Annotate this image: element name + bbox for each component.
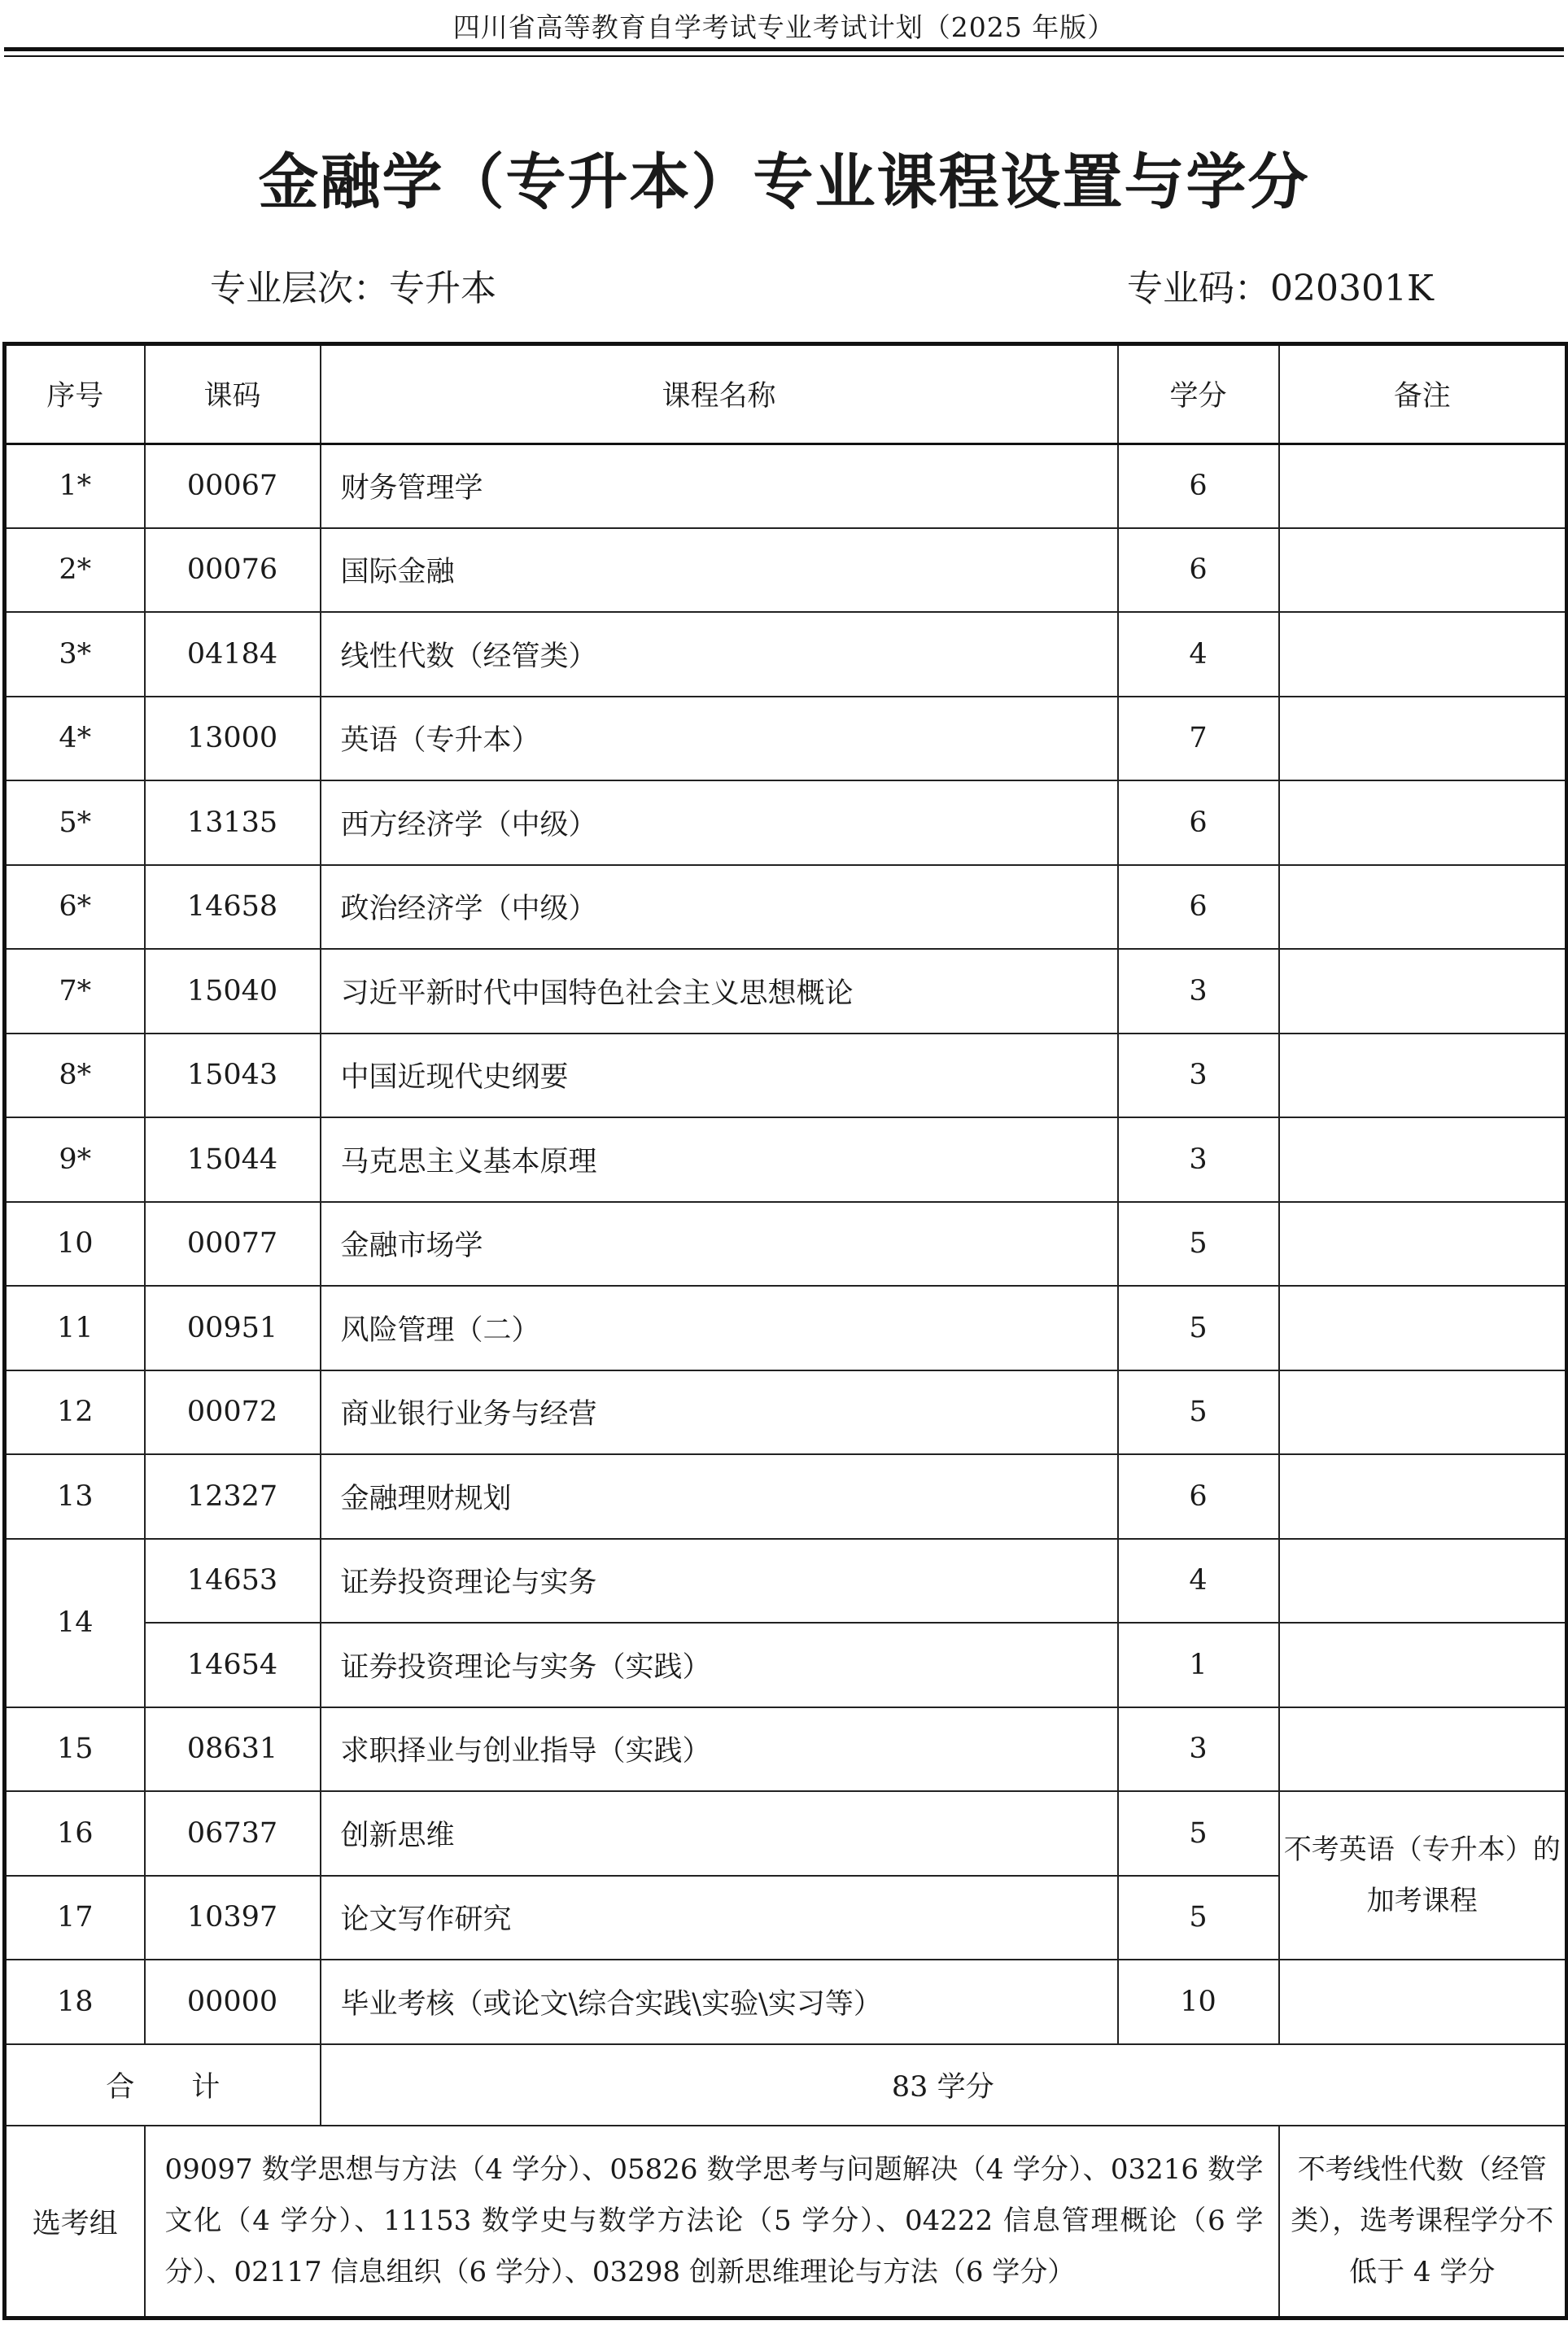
row-seq: 9* — [5, 1117, 145, 1202]
row-note — [1279, 1454, 1567, 1539]
table-row — [5, 528, 1567, 613]
row-seq: 17 — [5, 1876, 145, 1960]
row-credit: 4 — [1118, 612, 1279, 697]
running-header: 四川省高等教育自学考试专业考试计划（2025 年版） — [452, 11, 1116, 43]
row-note — [1279, 1960, 1567, 2044]
row-seq: 1* — [5, 444, 145, 528]
row-name: 英语（专升本） — [321, 697, 1118, 781]
header-rule-thin — [4, 55, 1564, 57]
row-credit: 3 — [1118, 1117, 1279, 1202]
row-name: 论文写作研究 — [321, 1876, 1118, 1960]
table-row — [5, 865, 1567, 950]
table-row — [5, 1960, 1567, 2044]
table-row — [5, 1707, 1567, 1792]
row-name: 证券投资理论与实务（实践） — [321, 1623, 1118, 1707]
total-row — [5, 2044, 1567, 2126]
table-row — [5, 780, 1567, 865]
row-note — [1279, 1117, 1567, 1202]
table-row — [5, 612, 1567, 697]
row-seq: 14 — [5, 1539, 145, 1707]
row-name: 创新思维 — [321, 1791, 1118, 1876]
major-code — [1127, 259, 1434, 311]
header-name: 课程名称 — [321, 344, 1118, 444]
row-seq: 11 — [5, 1286, 145, 1370]
row-seq: 4* — [5, 697, 145, 781]
row-code: 08631 — [145, 1707, 321, 1792]
row-code: 00077 — [145, 1202, 321, 1287]
row-note — [1279, 1623, 1567, 1707]
row-credit: 5 — [1118, 1202, 1279, 1287]
total-label: 合 计 — [5, 2044, 321, 2126]
row-code: 00000 — [145, 1960, 321, 2044]
row-seq: 8* — [5, 1034, 145, 1118]
elective-label: 选考组 — [5, 2126, 145, 2318]
row-code: 06737 — [145, 1791, 321, 1876]
row-name: 西方经济学（中级） — [321, 780, 1118, 865]
row-note — [1279, 697, 1567, 781]
row-note — [1279, 949, 1567, 1034]
table-row — [5, 1791, 1567, 1876]
row-name: 金融市场学 — [321, 1202, 1118, 1287]
header-credit: 学分 — [1118, 344, 1279, 444]
row-credit: 3 — [1118, 1707, 1279, 1792]
elective-note: 不考线性代数（经管类），选考课程学分不低于 4 学分 — [1279, 2126, 1567, 2318]
row-code: 15043 — [145, 1034, 321, 1118]
row-credit: 5 — [1118, 1370, 1279, 1455]
row-note — [1279, 1707, 1567, 1792]
table-row — [5, 1117, 1567, 1202]
row-name: 国际金融 — [321, 528, 1118, 613]
row-seq: 12 — [5, 1370, 145, 1455]
major-level-value: 专升本 — [389, 268, 496, 309]
row-name: 马克思主义基本原理 — [321, 1117, 1118, 1202]
row-code: 15044 — [145, 1117, 321, 1202]
major-level-label: 专业层次： — [210, 268, 389, 309]
row-credit: 6 — [1118, 865, 1279, 950]
row-credit: 6 — [1118, 1454, 1279, 1539]
row-credit: 6 — [1118, 528, 1279, 613]
row-seq: 18 — [5, 1960, 145, 2044]
row-seq: 15 — [5, 1707, 145, 1792]
row-code: 00951 — [145, 1286, 321, 1370]
row-code: 14653 — [145, 1539, 321, 1624]
table-row — [5, 1034, 1567, 1118]
row-credit: 5 — [1118, 1791, 1279, 1876]
total-value: 83 学分 — [321, 2044, 1567, 2126]
table-row — [5, 1454, 1567, 1539]
row-seq: 7* — [5, 949, 145, 1034]
row-note-extra-course: 不考英语（专升本）的加考课程 — [1279, 1791, 1567, 1960]
row-name: 毕业考核（或论文\综合实践\实验\实习等） — [321, 1960, 1118, 2044]
row-code: 12327 — [145, 1454, 321, 1539]
row-code: 10397 — [145, 1876, 321, 1960]
table-row — [5, 1539, 1567, 1624]
row-note — [1279, 444, 1567, 528]
row-code: 14658 — [145, 865, 321, 950]
row-note — [1279, 1539, 1567, 1624]
table-row — [5, 1623, 1567, 1707]
row-credit: 5 — [1118, 1286, 1279, 1370]
course-table — [2, 342, 1568, 2320]
row-name: 中国近现代史纲要 — [321, 1034, 1118, 1118]
row-seq: 5* — [5, 780, 145, 865]
row-seq: 6* — [5, 865, 145, 950]
row-code: 04184 — [145, 612, 321, 697]
row-name: 政治经济学（中级） — [321, 865, 1118, 950]
header-rule-thick — [4, 47, 1564, 51]
row-code: 00072 — [145, 1370, 321, 1455]
row-note — [1279, 780, 1567, 865]
major-code-value: 020301K — [1270, 268, 1434, 309]
row-note — [1279, 865, 1567, 950]
table-header-row — [5, 344, 1567, 444]
elective-courses: 09097 数学思想与方法（4 学分）、05826 数学思考与问题解决（4 学分）、03216 数学文化（4 学分）、11153 数学史与数学方法论（5 学分）、04222 信息管理概论（6 学分）、02117 信息组织（6 学分）、03298 创新思维理论与方法（6 学分） — [145, 2126, 1279, 2318]
row-seq: 3* — [5, 612, 145, 697]
row-credit: 3 — [1118, 949, 1279, 1034]
row-name: 金融理财规划 — [321, 1454, 1118, 1539]
row-code: 15040 — [145, 949, 321, 1034]
row-seq: 13 — [5, 1454, 145, 1539]
row-name: 商业银行业务与经营 — [321, 1370, 1118, 1455]
row-seq: 16 — [5, 1791, 145, 1876]
row-credit: 7 — [1118, 697, 1279, 781]
table-row — [5, 1286, 1567, 1370]
row-code: 13000 — [145, 697, 321, 781]
row-credit: 1 — [1118, 1623, 1279, 1707]
row-credit: 5 — [1118, 1876, 1279, 1960]
row-name: 财务管理学 — [321, 444, 1118, 528]
row-name: 风险管理（二） — [321, 1286, 1118, 1370]
row-note — [1279, 1370, 1567, 1455]
row-note — [1279, 1034, 1567, 1118]
row-note — [1279, 1202, 1567, 1287]
major-code-label: 专业码： — [1127, 268, 1270, 309]
elective-row — [5, 2126, 1567, 2318]
row-name: 线性代数（经管类） — [321, 612, 1118, 697]
row-credit: 3 — [1118, 1034, 1279, 1118]
header-note: 备注 — [1279, 344, 1567, 444]
row-code: 00076 — [145, 528, 321, 613]
major-level — [210, 259, 496, 311]
row-name: 习近平新时代中国特色社会主义思想概论 — [321, 949, 1118, 1034]
table-row — [5, 949, 1567, 1034]
table-row — [5, 1370, 1567, 1455]
table-row — [5, 697, 1567, 781]
header-code: 课码 — [145, 344, 321, 444]
header-seq: 序号 — [5, 344, 145, 444]
row-note — [1279, 528, 1567, 613]
row-code: 13135 — [145, 780, 321, 865]
table-row — [5, 444, 1567, 528]
row-credit: 10 — [1118, 1960, 1279, 2044]
row-name: 证券投资理论与实务 — [321, 1539, 1118, 1624]
row-seq: 2* — [5, 528, 145, 613]
row-seq: 10 — [5, 1202, 145, 1287]
table-row — [5, 1202, 1567, 1287]
row-note — [1279, 1286, 1567, 1370]
row-credit: 4 — [1118, 1539, 1279, 1624]
row-credit: 6 — [1118, 780, 1279, 865]
row-name: 求职择业与创业指导（实践） — [321, 1707, 1118, 1792]
row-code: 00067 — [145, 444, 321, 528]
page-title: 金融学（专升本）专业课程设置与学分 — [258, 147, 1310, 217]
row-note — [1279, 612, 1567, 697]
row-credit: 6 — [1118, 444, 1279, 528]
row-code: 14654 — [145, 1623, 321, 1707]
